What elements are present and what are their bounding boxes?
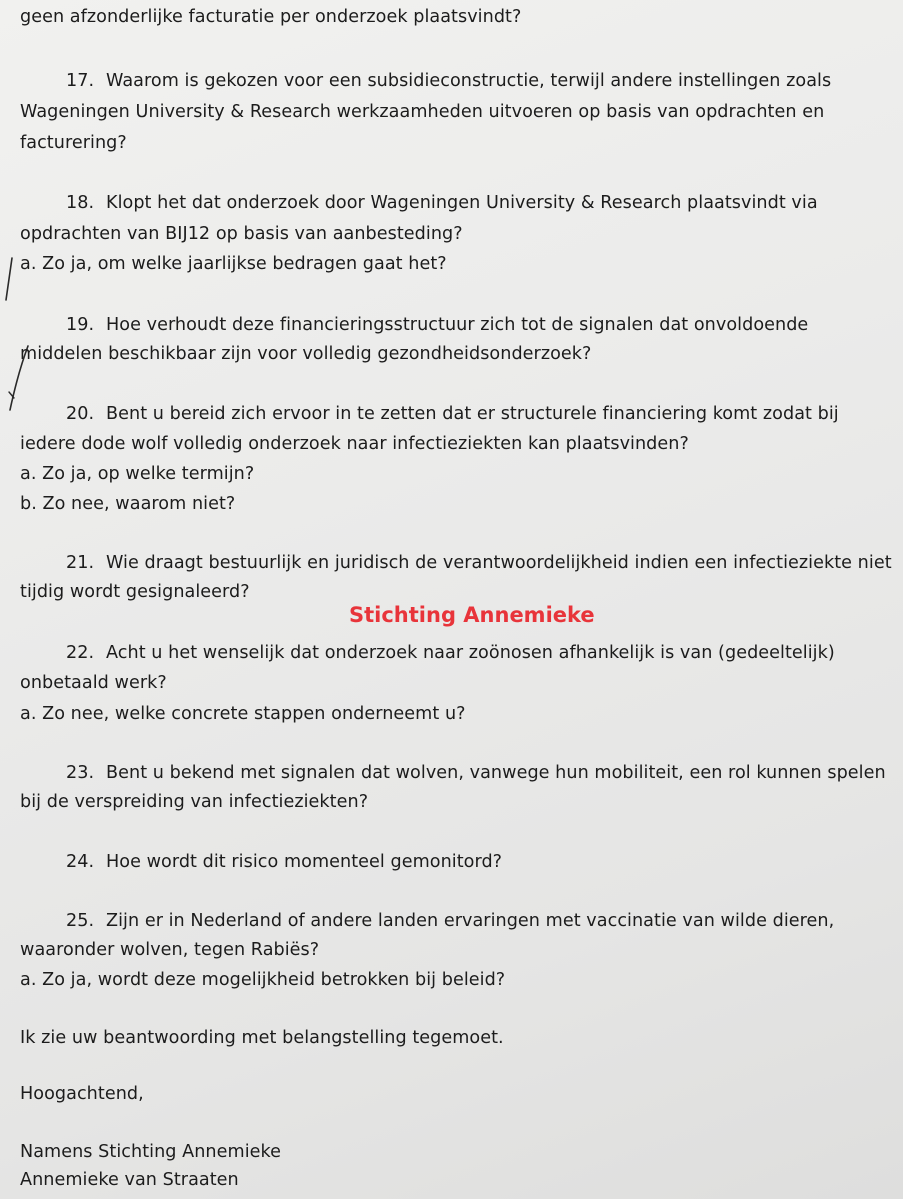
question-number: 19. xyxy=(66,315,95,335)
question-number: 17. xyxy=(66,71,95,91)
question-number: 23. xyxy=(66,763,95,783)
question-17-line-3: facturering? xyxy=(20,133,127,153)
question-20-line-2: iedere dode wolf volledig onderzoek naar infectieziekten kan plaatsvinden? xyxy=(20,434,689,454)
question-number: 25. xyxy=(66,911,95,931)
question-25-line-1 xyxy=(66,910,834,932)
question-number: 21. xyxy=(66,553,95,573)
closing-sentence: Ik zie uw beantwoording met belangstelling tegemoet. xyxy=(20,1028,504,1048)
question-text: Zijn er in Nederland of andere landen ervaringen met vaccinatie van wilde dieren, xyxy=(106,911,835,931)
signature-line-2: Annemieke van Straaten xyxy=(20,1170,239,1190)
question-25-line-2: waaronder wolven, tegen Rabiës? xyxy=(20,940,320,960)
question-17-line-1 xyxy=(66,70,831,92)
question-text: Klopt het dat onderzoek door Wageningen University & Research plaatsvindt via xyxy=(106,193,818,213)
question-number: 20. xyxy=(66,404,95,424)
question-23-line-1 xyxy=(66,762,886,784)
stichting-annemieke-stamp: Stichting Annemieke xyxy=(349,603,595,627)
pen-stroke-1 xyxy=(6,258,12,300)
question-18-sub-a: a. Zo ja, om welke jaarlijkse bedragen gaat het? xyxy=(20,254,447,274)
question-24-line-1 xyxy=(66,851,502,873)
question-17-line-2: Wageningen University & Research werkzaamheden uitvoeren op basis van opdrachten en xyxy=(20,102,825,122)
question-number: 18. xyxy=(66,193,95,213)
signature-line-1: Namens Stichting Annemieke xyxy=(20,1142,281,1162)
text-line: geen afzonderlijke facturatie per onderzoek plaatsvindt? xyxy=(20,7,522,27)
question-text: Bent u bereid zich ervoor in te zetten dat er structurele financiering komt zodat bij xyxy=(106,404,839,424)
question-number: 24. xyxy=(66,852,95,872)
question-21-line-2: tijdig wordt gesignaleerd? xyxy=(20,582,250,602)
question-number: 22. xyxy=(66,643,95,663)
question-22-sub-a: a. Zo nee, welke concrete stappen onderneemt u? xyxy=(20,704,466,724)
question-20-line-1 xyxy=(66,403,839,425)
question-20-sub-a: a. Zo ja, op welke termijn? xyxy=(20,464,255,484)
question-18-line-2: opdrachten van BIJ12 op basis van aanbesteding? xyxy=(20,224,463,244)
question-text: Hoe verhoudt deze financieringsstructuur zich tot de signalen dat onvoldoende xyxy=(106,315,809,335)
pen-margin-marks xyxy=(0,0,60,430)
question-text: Bent u bekend met signalen dat wolven, vanwege hun mobiliteit, een rol kunnen spelen xyxy=(106,763,886,783)
question-text: Wie draagt bestuurlijk en juridisch de verantwoordelijkheid indien een infectieziekte niet xyxy=(106,553,892,573)
question-23-line-2: bij de verspreiding van infectieziekten? xyxy=(20,792,369,812)
question-text: Hoe wordt dit risico momenteel gemonitord? xyxy=(106,852,503,872)
question-21-line-1 xyxy=(66,552,892,574)
question-25-sub-a: a. Zo ja, wordt deze mogelijkheid betrokken bij beleid? xyxy=(20,970,506,990)
greeting: Hoogachtend, xyxy=(20,1084,144,1104)
question-22-line-1 xyxy=(66,642,835,664)
question-text: Waarom is gekozen voor een subsidieconstructie, terwijl andere instellingen zoals xyxy=(106,71,832,91)
question-20-sub-b: b. Zo nee, waarom niet? xyxy=(20,494,236,514)
question-text: Acht u het wenselijk dat onderzoek naar zoönosen afhankelijk is van (gedeeltelijk) xyxy=(106,643,835,663)
question-19-line-2: middelen beschikbaar zijn voor volledig gezondheidsonderzoek? xyxy=(20,344,592,364)
question-19-line-1 xyxy=(66,314,808,336)
question-22-line-2: onbetaald werk? xyxy=(20,673,167,693)
question-18-line-1 xyxy=(66,192,818,214)
